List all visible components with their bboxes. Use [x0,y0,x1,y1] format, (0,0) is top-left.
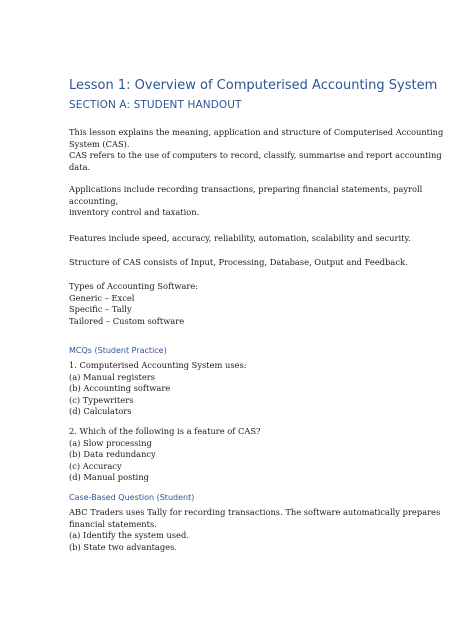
applications-paragraph [69,184,423,219]
answer-option: (d) Manual posting [69,472,149,483]
software-type-item: Specific – Tally [69,304,132,315]
answer-option: (a) Slow processing [69,437,152,448]
case-question [69,507,441,553]
intro-line: System (CAS). [69,138,130,149]
mcq-heading: MCQs (Student Practice) [69,346,167,355]
answer-option: (c) Typewriters [69,394,134,405]
mcq-question-1 [69,360,409,418]
case-line: (b) State two advantages. [69,541,177,552]
mcq-question-2 [69,426,409,484]
answer-option: (d) Calculators [69,406,132,417]
section-title: SECTION A: STUDENT HANDOUT [69,99,242,111]
applications-line: Applications include recording transactions, preparing financial statements, payroll [69,184,423,194]
answer-option: (c) Accuracy [69,460,122,471]
structure-paragraph [69,257,409,269]
applications-line: accounting, [69,195,119,206]
case-line: financial statements. [69,518,157,529]
lesson-title: Lesson 1: Overview of Computerised Accounting System [69,78,438,93]
answer-option: (a) Manual registers [69,371,155,382]
features-paragraph [69,233,409,245]
software-types-heading: Types of Accounting Software: [69,281,199,291]
question-text: 2. Which of the following is a feature of CAS? [69,426,261,436]
software-type-item: Generic – Excel [69,292,135,303]
intro-paragraph [69,127,444,173]
applications-line: inventory control and taxation. [69,207,200,218]
answer-option: (b) Data redundancy [69,449,156,460]
answer-option: (b) Accounting software [69,383,171,394]
intro-line: data. [69,161,91,172]
software-types-list [69,281,409,327]
case-line: (a) Identify the system used. [69,530,189,541]
structure-line: Structure of CAS consists of Input, Processing, Database, Output and Feedback. [69,257,408,267]
question-text: 1. Computerised Accounting System uses: [69,360,247,370]
case-heading: Case-Based Question (Student) [69,493,195,502]
software-type-item: Tailored – Custom software [69,315,185,326]
intro-line: CAS refers to the use of computers to record, classify, summarise and report accounting [69,150,442,161]
intro-line: This lesson explains the meaning, application and structure of Computerised Accounting [69,127,444,137]
features-line: Features include speed, accuracy, reliability, automation, scalability and security. [69,233,411,243]
case-line: ABC Traders uses Tally for recording transactions. The software automatically prepares [69,507,441,517]
